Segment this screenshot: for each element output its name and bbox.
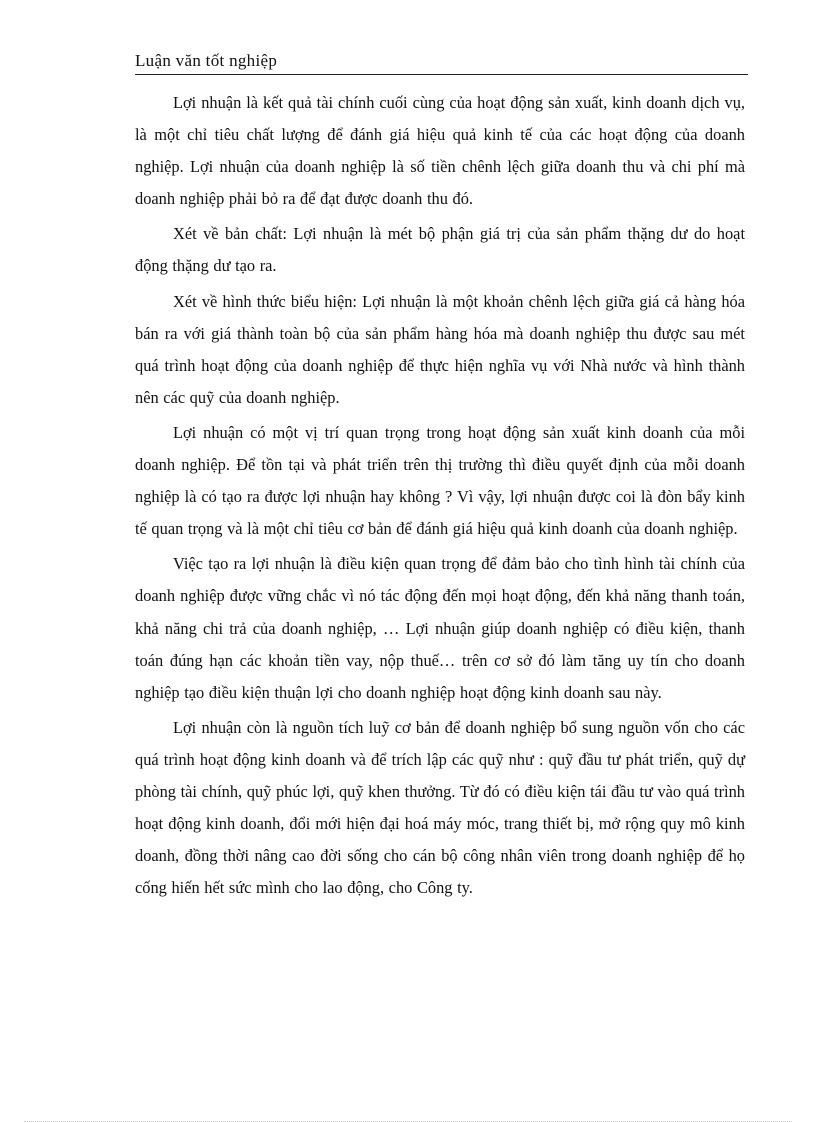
paragraph-profit-nature: Xét về bản chất: Lợi nhuận là mét bộ phận giá trị của sản phẩm thặng dư do hoạt động thặng dư tạo ra.	[135, 224, 745, 276]
page-header	[135, 50, 748, 75]
paragraph-profit-finance: Việc tạo ra lợi nhuận là điều kiện quan trọng để đảm bảo cho tình hình tài chính của doanh nghiệp được vững chắc vì nó tác động đến mọi hoạt động, đến khả năng thanh toán, khả năng chi trả của doanh nghiệp, … Lợi nhuận giúp doanh nghiệp có điều kiện, thanh toán đúng hạn các khoản tiền vay, nộp thuế… trên cơ sở đó làm tăng uy tín cho doanh nghiệp tạo điều kiện thuận lợi cho doanh nghiệp hoạt động kinh doanh sau này.	[135, 554, 745, 702]
document-body	[135, 87, 745, 907]
paragraph-profit-accumulation: Lợi nhuận còn là nguồn tích luỹ cơ bản để doanh nghiệp bổ sung nguồn vốn cho các quá trình hoạt động kinh doanh và để trích lập các quỹ như : quỹ đầu tư phát triển, quỹ dự phòng tài chính, quỹ phúc lợi, quỹ khen thưởng. Từ đó có điều kiện tái đầu tư vào quá trình hoạt động kinh doanh, đổi mới hiện đại hoá máy móc, trang thiết bị, mở rộng quy mô kinh doanh, đồng thời nâng cao đời sống cho cán bộ công nhân viên trong doanh nghiệp để họ cống hiến hết sức mình cho lao động, cho Công ty.	[135, 717, 745, 898]
paragraph-profit-definition: Lợi nhuận là kết quả tài chính cuối cùng của hoạt động sản xuất, kinh doanh dịch vụ, là một chỉ tiêu chất lượng để đánh giá hiệu quả kinh tế của các hoạt động của doanh nghiệp. Lợi nhuận của doanh nghiệp là số tiền chênh lệch giữa doanh thu và chi phí mà doanh nghiệp phải bỏ ra để đạt được doanh thu đó.	[135, 93, 745, 209]
paragraph-profit-role: Lợi nhuận có một vị trí quan trọng trong hoạt động sản xuất kinh doanh của mỗi doanh nghiệp. Để tồn tại và phát triển trên thị trường thì điều quyết định của mỗi doanh nghiệp là có tạo ra được lợi nhuận hay không ? Vì vậy, lợi nhuận được coi là đòn bẩy kinh tế quan trọng và là một chỉ tiêu cơ bản để đánh giá hiệu quả kinh doanh của doanh nghiệp.	[135, 422, 745, 539]
paragraph-profit-form: Xét về hình thức biểu hiện: Lợi nhuận là một khoản chênh lệch giữa giá cả hàng hóa bán ra với giá thành toàn bộ của sản phẩm hàng hóa mà doanh nghiệp thu được sau mét quá trình hoạt động của doanh nghiệp để thực hiện nghĩa vụ với Nhà nước và hình thành nên các quỹ của doanh nghiệp.	[135, 291, 745, 407]
page-bottom-divider	[24, 1121, 792, 1122]
header-title: Luận văn tốt nghiệp	[135, 51, 278, 70]
